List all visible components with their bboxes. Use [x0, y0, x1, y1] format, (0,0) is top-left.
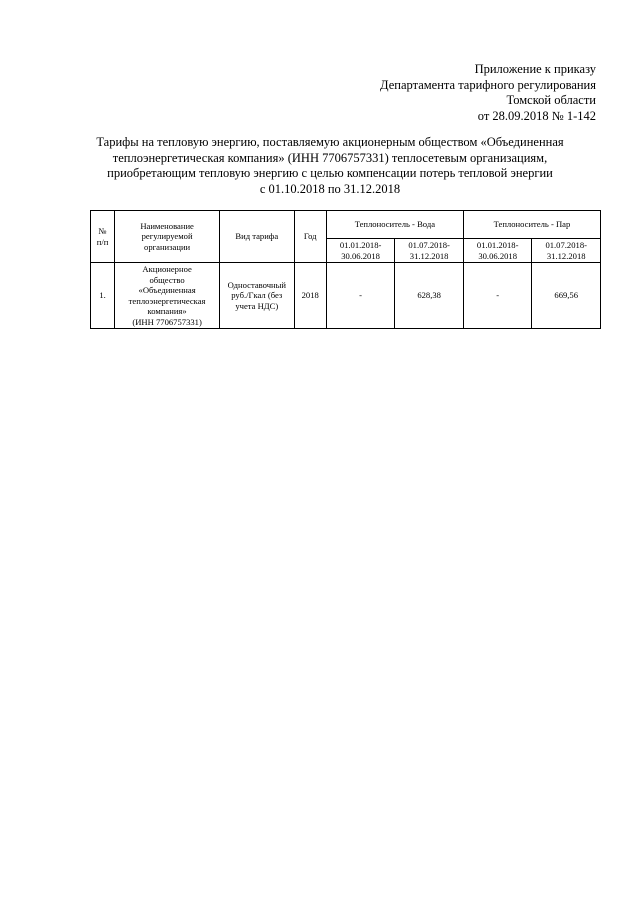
title-line-1: Тарифы на тепловую энергию, поставляемую акционерным обществом «Объединенная [96, 135, 564, 149]
appendix-reference [380, 62, 596, 124]
appendix-line-3: Томской области [506, 93, 596, 107]
title-line-4: с 01.10.2018 по 31.12.2018 [259, 181, 401, 196]
tariff-table [90, 210, 601, 329]
header-year: Год [294, 211, 326, 263]
header-steam-period-1: 01.01.2018- 30.06.2018 [463, 239, 532, 263]
header-org: Наименование регулируемой организации [115, 211, 220, 263]
cell-steam-period-2: 669,56 [532, 263, 601, 329]
cell-water-period-2: 628,38 [395, 263, 464, 329]
document-title [60, 135, 600, 197]
header-tariff-kind: Вид тарифа [220, 211, 295, 263]
title-line-3: приобретающим тепловую энергию с целью компенсации потерь тепловой энергии [107, 166, 553, 180]
header-steam-period-2: 01.07.2018- 31.12.2018 [532, 239, 601, 263]
cell-year: 2018 [294, 263, 326, 329]
title-line-2: теплоэнергетическая компания» (ИНН 7706757331) теплосетевым организациям, [112, 150, 548, 165]
header-steam: Теплоноситель - Пар [463, 211, 600, 239]
header-water-period-1: 01.01.2018- 30.06.2018 [326, 239, 395, 263]
appendix-line-4: от 28.09.2018 № 1-142 [477, 108, 596, 123]
header-water-period-2: 01.07.2018- 31.12.2018 [395, 239, 464, 263]
table-row [91, 263, 601, 329]
cell-org: Акционерное общество «Объединенная теплоэнергетическая компания» (ИНН 7706757331) [115, 263, 220, 329]
header-num: № п/п [91, 211, 115, 263]
cell-water-period-1: - [326, 263, 395, 329]
cell-steam-period-1: - [463, 263, 532, 329]
appendix-line-2: Департамента тарифного регулирования [380, 77, 596, 92]
header-water: Теплоноситель - Вода [326, 211, 463, 239]
cell-tariff-kind: Одноставочный руб./Гкал (без учета НДС) [220, 263, 295, 329]
appendix-line-1: Приложение к приказу [474, 62, 596, 76]
cell-num: 1. [91, 263, 115, 329]
